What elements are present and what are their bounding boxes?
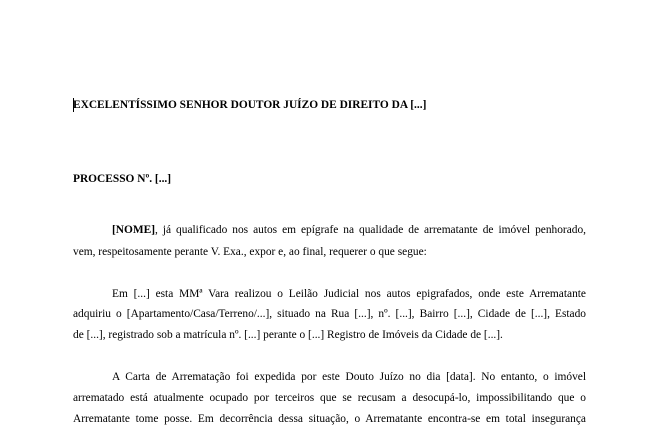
- process-number: PROCESSO Nº. [...]: [73, 173, 172, 185]
- paragraph-1-line-1: [112, 223, 586, 237]
- paragraph-2-line-1: Em [...] esta MMª Vara realizou o Leilão Judicial nos autos epigrafados, onde este Arrematante: [112, 288, 586, 300]
- document-heading: EXCELENTÍSSIMO SENHOR DOUTOR JUÍZO DE DIREITO DA [...]: [73, 99, 427, 111]
- paragraph-3-line-1: A Carta de Arrematação foi expedida por este Douto Juízo no dia [data]. No entanto, o imóvel: [112, 371, 586, 383]
- paragraph-2-line-3: de [...], registrado sob a matrícula nº. [...] perante o [...] Registro de Imóveis da Cidade de [...].: [73, 329, 503, 341]
- paragraph-3-line-3: Arrematante tome posse. Em decorrência dessa situação, o Arrematante encontra-se em total insegurança: [73, 413, 586, 425]
- paragraph-2-line-2: adquiriu o [Apartamento/Casa/Terreno/...], situado na Rua [...], nº. [...], Bairro [...], Cidade de [...], Estado: [73, 308, 586, 320]
- paragraph-1-line-2: vem, respeitosamente perante V. Exa., expor e, ao final, requerer o que segue:: [73, 246, 427, 258]
- paragraph-1-line-1-text: , já qualificado nos autos em epígrafe na qualidade de arrematante de imóvel penhorado,: [155, 224, 586, 236]
- paragraph-3-line-2: arrematado está atualmente ocupado por terceiros que se recusam a desocupá-lo, impossibilitando que o: [73, 392, 586, 404]
- name-placeholder: [NOME]: [112, 224, 156, 236]
